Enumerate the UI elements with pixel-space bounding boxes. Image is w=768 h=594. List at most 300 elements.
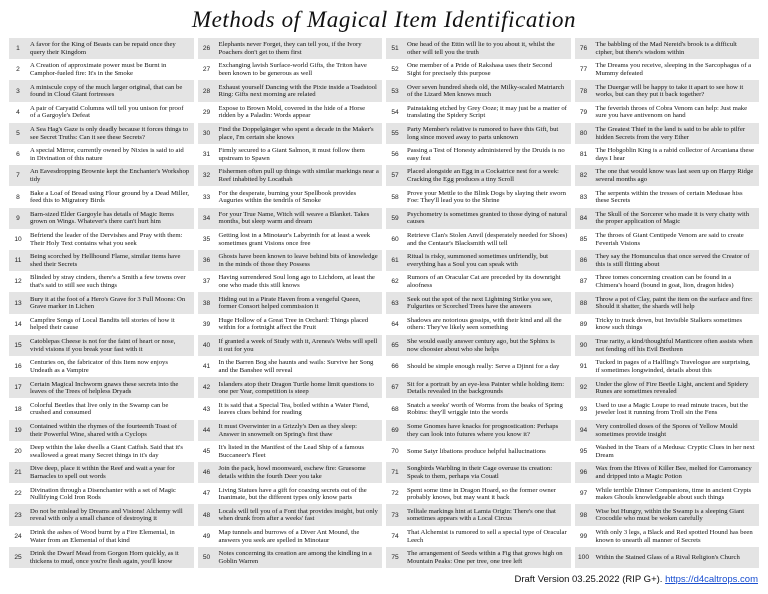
row-text: The one that would know was last seen up on Harpy Ridge several months ago — [595, 168, 754, 184]
table-row — [198, 547, 383, 568]
table-row — [575, 186, 760, 207]
row-text: The Hobgoblin King is a rabid collector of Arcaniana these days I hear — [595, 147, 754, 162]
row-text: Retrieve Clan's Stolen Anvil (desperately needed for Shoes) and the Centaur's Blacksmith will tell — [407, 232, 568, 247]
row-number: 38 — [202, 299, 211, 307]
table-row — [198, 250, 383, 271]
row-text: Shadows are notorious gossips, with their kind and all the others: They've likely seen something — [407, 316, 562, 332]
row-number: 7 — [16, 172, 20, 180]
table-column-4 — [575, 38, 760, 568]
table-row — [575, 59, 760, 80]
footer-version: Draft Version 03.25.2022 (RIP G+). — [514, 574, 666, 585]
row-number: 64 — [391, 320, 399, 328]
table-row — [386, 526, 571, 547]
row-text: Living Statues have a gift for coaxing secrets out of the Inanimate, but the different types only know parts — [218, 486, 367, 502]
footer-link[interactable]: https://d4caltrops.com — [665, 574, 758, 585]
row-number: 33 — [202, 193, 211, 201]
table-row — [575, 250, 760, 271]
row-number: 16 — [14, 363, 22, 371]
row-number: 22 — [14, 490, 22, 498]
row-text: Prove your Mettle to the Blink Dogs by slaying their sworn Foe: They'll lead you to the Shrine — [407, 189, 566, 205]
table-row — [386, 102, 571, 123]
row-text: Placed alongside an Egg in a Cockatrice nest for a week: Cracking the Egg produces a tiny Scroll — [407, 168, 559, 184]
table-row — [9, 420, 194, 441]
row-text: Rumors of an Oracular Cat are preceded by its downright aloofness — [407, 274, 561, 290]
row-number: 21 — [14, 469, 22, 477]
row-number: 89 — [579, 320, 588, 328]
table-row — [575, 526, 760, 547]
row-number: 100 — [577, 553, 589, 561]
row-number: 79 — [579, 108, 588, 116]
row-number: 61 — [391, 257, 399, 265]
table-row — [9, 547, 194, 568]
table-row — [198, 59, 383, 80]
row-number: 29 — [202, 108, 211, 116]
row-text: Do not be mislead by Dreams and Visions! Alchemy will reveal with only a small chance of destroying it — [30, 507, 183, 523]
row-number: 81 — [579, 151, 588, 159]
row-number: 3 — [16, 87, 20, 95]
row-number: 94 — [579, 426, 588, 434]
row-number: 55 — [391, 129, 399, 137]
table-row — [198, 208, 383, 229]
row-text: A miniscule copy of the much larger original, that can be found in Cloud Giant fortresses — [30, 83, 183, 99]
row-text: She would easily answer century ago, but the Sphinx is now choosier about who she helps — [407, 338, 555, 353]
row-text: Tucked in pages of a Halfling's Travelogue are surprising, if sometimes longwinded, details about this — [595, 359, 751, 374]
row-text: The arrangement of Seeds within a Fig that grows high on Mountain Peaks: One per tree, one tree left — [407, 550, 563, 565]
row-number: 90 — [579, 341, 588, 349]
table-row — [198, 271, 383, 292]
table-row — [386, 420, 571, 441]
table-row — [386, 123, 571, 144]
row-text: Campfire Songs of Local Bandits tell stories of how it helped their cause — [30, 316, 175, 332]
row-text: Drink the Dwarf Mead from Gorgon Horn quickly, as it thickens to mud, once you're flesh again, you'll know — [30, 550, 179, 565]
table-row — [386, 356, 571, 377]
row-number: 37 — [202, 278, 211, 286]
row-text: Firmly secured to a Giant Salmon, it must follow them upstream to Spawn — [218, 147, 365, 162]
row-number: 92 — [579, 384, 588, 392]
row-number: 30 — [202, 129, 211, 137]
row-number: 44 — [202, 426, 211, 434]
page-title: Methods of Magical Item Identification — [191, 7, 577, 32]
row-text: Huge Hollow of a Great Tree in Orchard: Things placed within for a fortnight affect the Fruit — [218, 316, 369, 332]
table-row — [575, 292, 760, 313]
row-number: 23 — [14, 511, 22, 519]
row-text: Three tomes concerning creation can be found in a Chimera's hoard (bound in goat, lion, dragon hides) — [595, 274, 734, 290]
row-number: 96 — [579, 469, 588, 477]
table-row — [198, 314, 383, 335]
row-text: Colorful Beetles that live only in the Swamp can be crushed and consumed — [30, 401, 169, 417]
table-row — [9, 462, 194, 483]
row-text: A pair of Caryatid Columns will tell you unison for proof of a Gargoyle's Defeat — [30, 104, 184, 120]
row-number: 31 — [202, 151, 211, 159]
row-text: It must Overwinter in a Grizzly's Den as they sleep: Answer in snowmelt on Spring's first thaw — [218, 422, 357, 438]
row-number: 26 — [202, 45, 211, 53]
row-text: Party Member's relative is rumored to have this Gift, but long since moved away to parts unknown — [407, 126, 559, 141]
table-row — [575, 356, 760, 377]
row-number: 35 — [202, 235, 211, 243]
table-row — [9, 335, 194, 356]
row-number: 63 — [391, 299, 399, 307]
row-number: 78 — [579, 87, 588, 95]
row-text: Centuries on, the fabricator of this Item now enjoys Undeath as a Vampire — [30, 359, 168, 374]
row-number: 91 — [579, 363, 588, 371]
table-row — [575, 271, 760, 292]
row-text: Some Satyr libations produce helpful hallucinations — [407, 447, 546, 455]
table-row — [575, 80, 760, 101]
row-number: 74 — [391, 532, 399, 540]
row-text: Join the pack, howl moonward, eschew fire: Gruesome details within the fourth Deer you take — [218, 465, 366, 480]
row-text: Being scorched by Hellhound Flame, similar items have shed their Secrets — [30, 253, 181, 268]
table-row — [9, 526, 194, 547]
row-number: 58 — [391, 193, 399, 201]
table-row — [9, 59, 194, 80]
table-row — [198, 229, 383, 250]
table-row — [386, 144, 571, 165]
table-row — [9, 314, 194, 335]
table-row — [575, 547, 760, 568]
row-number: 11 — [14, 257, 22, 265]
table-row — [575, 441, 760, 462]
row-number: 47 — [202, 490, 211, 498]
row-text: They say the Homunculus that once served the Creator of this is still flitting about — [595, 253, 750, 268]
row-number: 4 — [16, 108, 20, 116]
table-row — [575, 398, 760, 419]
row-text: Contained within the rhymes of the fourteenth Toast of their Powerful Wine, shared with a Cyclops — [30, 422, 177, 438]
row-text: In the Barren Bog she haunts and wails: Survive her Song and the Banshee will reveal — [218, 359, 374, 374]
table-row — [575, 144, 760, 165]
row-text: Seek out the spot of the next Lightning Strike you see, Fulgurites or Scorched Trees have the answers — [407, 295, 553, 311]
table-row — [575, 377, 760, 398]
row-text: Getting lost in a Minotaur's Labyrinth for at least a week sometimes grant Visions once free — [218, 232, 371, 247]
row-number: 85 — [579, 235, 588, 243]
row-text: Some Gnomes have knacks for prognostication: Perhaps they can look into futures where you know it? — [407, 422, 559, 438]
row-text: For the desperate, burning your Spellbook provides Auguries within the tendrils of Smoke — [218, 189, 357, 205]
row-number: 13 — [14, 299, 22, 307]
row-number: 43 — [202, 405, 211, 413]
row-text: Bake a Loaf of Bread using Flour ground by a Dead Miller, feed this to Migratory Birds — [30, 189, 190, 205]
row-text: The Skull of the Sorcerer who made it is very chatty with the proper application of Magic — [595, 210, 750, 226]
table-row — [198, 292, 383, 313]
footer — [514, 574, 758, 588]
table-row — [386, 250, 571, 271]
table-row — [9, 483, 194, 504]
table-row — [9, 229, 194, 250]
table-row — [575, 102, 760, 123]
table-row — [575, 165, 760, 186]
row-number: 93 — [579, 405, 588, 413]
row-text: Befriend the leader of the Dervishes and Pray with them: Their Holy Text contains what you seek — [30, 232, 183, 247]
row-number: 25 — [14, 553, 22, 561]
row-text: Exchanging lavish Surface-world Gifts, the Triton have been known to be generous as well — [218, 62, 367, 78]
row-number: 6 — [16, 151, 20, 159]
row-number: 49 — [202, 532, 211, 540]
row-text: Exhaust yourself Dancing with the Pixie inside a Toadstool Ring: Gifts next morning are related — [218, 83, 377, 99]
row-number: 45 — [202, 447, 211, 455]
row-text: The serpents within the tresses of certain Medusae hiss these Secrets — [595, 189, 743, 205]
row-number: 5 — [16, 129, 20, 137]
row-text: Over seven hundred sheds old, the Milky-scaled Matriarch of the Lizard Men knows much — [407, 83, 565, 99]
row-number: 10 — [14, 235, 22, 243]
table-row — [386, 165, 571, 186]
row-text: Within the Stained Glass of a Rival Religion's Church — [595, 553, 740, 561]
row-text: Psychometry is sometimes granted to those dying of natural causes — [407, 210, 568, 226]
row-text: Islanders atop their Dragon Turtle home limit questions to one per Year, competition is steep — [218, 380, 374, 396]
row-number: 73 — [391, 511, 399, 519]
table-row — [9, 377, 194, 398]
row-number: 9 — [16, 214, 20, 222]
table-row — [9, 292, 194, 313]
row-text: Wax from the Hives of Killer Bee, melted for Carromancy and dripped into a Magic Potion — [595, 465, 752, 480]
row-text: Bury it at the foot of a Hero's Grave for 3 Full Moons: On Grave marker in Lichen — [30, 295, 186, 311]
table-row — [198, 420, 383, 441]
row-number: 18 — [14, 405, 22, 413]
table-row — [198, 462, 383, 483]
table-row — [386, 229, 571, 250]
row-text: Passing a Test of Honesty administered by the Druids is no easy feat — [407, 147, 565, 162]
table-row — [386, 377, 571, 398]
row-number: 83 — [579, 193, 588, 201]
table-row — [575, 483, 760, 504]
row-text: The Greatest Thief in the land is said to be able to pilfer hidden Secrets from the very Ether — [595, 126, 746, 141]
table-row — [9, 250, 194, 271]
table-row — [386, 504, 571, 525]
row-number: 36 — [202, 257, 211, 265]
row-number: 28 — [202, 87, 211, 95]
row-number: 46 — [202, 469, 211, 477]
row-number: 40 — [202, 341, 211, 349]
row-number: 51 — [391, 45, 399, 53]
table-row — [575, 462, 760, 483]
table-row — [386, 547, 571, 568]
row-number: 72 — [391, 490, 399, 498]
row-number: 20 — [14, 447, 22, 455]
row-number: 59 — [391, 214, 399, 222]
row-number: 48 — [202, 511, 211, 519]
row-number: 27 — [202, 66, 211, 74]
table-column-3 — [386, 38, 571, 568]
table-row — [9, 208, 194, 229]
row-number: 42 — [202, 384, 211, 392]
row-text: Used to use a Magic Loupe to read minute traces, but the jeweler lost it running from Troll sin the Fens — [595, 401, 749, 417]
table-row — [9, 271, 194, 292]
row-text: It's listed in the Manifest of the Lead Ship of a famous Buccaneer's Fleet — [218, 444, 365, 459]
row-text: The Dreams you receive, sleeping in the Sarcophagus of a Mummy defeated — [595, 62, 752, 78]
table-row — [9, 102, 194, 123]
table-row — [9, 38, 194, 59]
row-number: 67 — [391, 384, 399, 392]
row-number: 19 — [14, 426, 22, 434]
row-number: 70 — [391, 447, 399, 455]
row-text: One member of a Pride of Rakshasa uses their Second Sight for precisely this purpose — [407, 62, 553, 78]
row-text: Blinded by stray cinders, there's a Smith a few towns over that's said to still see such things — [30, 274, 186, 290]
row-text: A Creation of approximate power must be Burnt in Camphor-fueled fire: It's in the Smoke — [30, 62, 167, 78]
row-text: One head of the Ettin will lie to you about it, whilst the other will tell you the truth — [407, 41, 555, 56]
row-text: An Eavesdropping Brownie kept the Enchanter's Workshop tidy — [30, 168, 190, 184]
row-text: A favor for the King of Beasts can be repaid once they query their Kingdom — [30, 41, 176, 56]
row-text: Find the Doppelgänger who spent a decade in the Maker's place, I'm certain she knows — [218, 126, 374, 141]
row-text: True rarity, a kind/thoughtful Manticore often assists when not fending off his Evil Brethren — [595, 338, 753, 353]
table-row — [198, 80, 383, 101]
row-number: 2 — [16, 66, 20, 74]
row-text: Elephants never Forget, they can tell you, if the Ivory Poachers don't get to them first — [218, 41, 362, 56]
row-number: 15 — [14, 341, 22, 349]
table-row — [198, 356, 383, 377]
row-number: 8 — [16, 193, 20, 201]
table-row — [198, 526, 383, 547]
row-text: Very controlled doses of the Spores of Yellow Mould sometimes provide insight — [595, 422, 738, 438]
table-row — [386, 80, 571, 101]
row-number: 95 — [579, 447, 588, 455]
table-row — [386, 483, 571, 504]
row-text: Deep within the lake dwells a Giant Catfish. Said that it's swallowed a great many Secret things in it's day — [30, 444, 183, 459]
row-text: A special Mirror, currently owned by Nixies is said to aid in Divination of this nature — [30, 147, 184, 162]
row-text: Spent some time in Dragon Hoard, so the former owner probably knows, but may want it back — [407, 486, 556, 502]
row-text: The throes of Giant Centipede Venom are said to create Feverish Visions — [595, 232, 744, 247]
row-text: Drink the ashes of Wood burnt by a Fire Elemental, in Water from an Elemental of that kind — [30, 528, 175, 544]
table-row — [386, 38, 571, 59]
row-number: 1 — [16, 45, 20, 53]
table-row — [9, 80, 194, 101]
table-row — [198, 483, 383, 504]
row-number: 57 — [391, 172, 399, 180]
table-row — [575, 123, 760, 144]
row-number: 65 — [391, 341, 399, 349]
row-text: Snatch a weeks' worth of Worms from the beaks of Spring Robins: they'll wriggle into the words — [407, 401, 563, 417]
table-row — [386, 441, 571, 462]
row-number: 77 — [579, 66, 588, 74]
row-number: 99 — [579, 532, 588, 540]
row-number: 66 — [391, 363, 399, 371]
table-row — [575, 314, 760, 335]
table-column-1 — [9, 38, 194, 568]
row-number: 68 — [391, 405, 399, 413]
row-text: Map tunnels and burrows of a Diver Ant Mound, the answers you seek are spelled in Minotaur — [218, 528, 360, 544]
row-text: Wise but Hungry, within the Swamp is a sleeping Giant Crocodile who must be woken carefully — [595, 507, 745, 523]
row-text: Ritual is risky, summoned sometimes unfriendly, but everything has a Soul you can speak with — [407, 253, 549, 268]
table-row — [198, 144, 383, 165]
row-text: It is said that a Special Tea, boiled within a Water Fiend, leaves clues behind for reading — [218, 401, 370, 417]
row-text: Painstaking etched by Grey Ooze; it may just be a matter of translating the Spidery Script — [407, 104, 567, 120]
table-row — [9, 441, 194, 462]
table-row — [198, 186, 383, 207]
row-number: 41 — [202, 363, 211, 371]
row-text: Tricky to track down, but Invisible Stalkers sometimes know such things — [595, 316, 742, 332]
row-text: Telltale markings hint at Lamia Origin: There's one that sometimes appears with a Local Circus — [407, 507, 556, 523]
table-row — [198, 377, 383, 398]
table-row — [575, 335, 760, 356]
row-number: 14 — [14, 320, 22, 328]
row-text: Throw a pot of Clay, paint the item on the surface and fire: Should it shatter, the shards will help — [595, 295, 753, 311]
row-number: 53 — [391, 87, 399, 95]
row-text: Catoblepas Cheese is not for the faint of heart or nose, vivid visions if you break your fast with it — [30, 338, 176, 353]
row-text: Dive deep, place it within the Reef and wait a year for Barnacles to spell out words — [30, 465, 175, 480]
row-number: 12 — [14, 278, 22, 286]
row-number: 50 — [202, 553, 211, 561]
table-row — [198, 123, 383, 144]
row-text: Fishermen often pull up things with similar markings near a Reef inhabited by Locathah — [218, 168, 379, 184]
row-number: 84 — [579, 214, 588, 222]
row-number: 75 — [391, 553, 399, 561]
table-row — [386, 398, 571, 419]
table-row — [9, 398, 194, 419]
row-text: If granted a week of Study with it, Arenea's Webs will spell it out for you — [218, 338, 378, 353]
row-number: 32 — [202, 172, 211, 180]
table-row — [386, 335, 571, 356]
row-text: Should be simple enough really: Serve a Djinni for a day — [407, 363, 560, 371]
row-text: A Sea Hag's Gaze is only deadly because it forces things to see Secret Truths: Can it see these Secrets? — [30, 126, 189, 141]
table-row — [198, 38, 383, 59]
row-text: Under the glow of Fire Beetle Light, ancient and Spidery Runes are sometimes revealed — [595, 380, 749, 396]
table-row — [575, 229, 760, 250]
row-text: Ghosts have been known to leave behind bits of knowledge in the minds of those they Possess — [218, 253, 378, 268]
table-column-2 — [198, 38, 383, 568]
table-row — [386, 208, 571, 229]
row-text: For your True Name, Witch will weave a Blanket. Takes months, but sleep warm and dream — [218, 210, 370, 226]
row-number: 97 — [579, 490, 588, 498]
table-row — [575, 208, 760, 229]
row-number: 60 — [391, 235, 399, 243]
table-row — [198, 441, 383, 462]
row-number: 52 — [391, 66, 399, 74]
row-number: 17 — [14, 384, 22, 392]
table-row — [386, 462, 571, 483]
row-number: 88 — [579, 299, 588, 307]
table-row — [386, 292, 571, 313]
row-text: Expose to Brown Mold, covered in the hide of a Horse ridden by a Paladin: Words appear — [218, 104, 366, 120]
row-text: Sit for a portrait by an eye-less Painter while holding item: Details revealed in the backgrounds — [407, 380, 565, 396]
row-text: Hiding out in a Pirate Haven from a vengeful Queen, former Consort helped commission it — [218, 295, 361, 311]
table-row — [198, 102, 383, 123]
table-row — [9, 186, 194, 207]
row-number: 80 — [579, 129, 588, 137]
row-number: 87 — [579, 278, 588, 286]
row-text: Barn-sized Elder Gargoyle has details of Magic Items grown on Wings. Whatever's there can't hurt him — [30, 210, 174, 226]
row-text: The babbling of the Mad Nereid's brook is a difficult cipher, but there's wisdom within — [595, 41, 737, 56]
table-row — [9, 356, 194, 377]
row-number: 98 — [579, 511, 588, 519]
row-text: Divination through a Disenchanter with a set of Magic Nullifying Cold Iron Rods — [30, 486, 176, 502]
row-number: 76 — [579, 45, 588, 53]
row-text: Washed in the Tears of a Medusa: Cryptic Clues in her next Dream — [595, 444, 755, 459]
row-text: While terrible Dinner Companions, time in ancient Crypts makes Ghouls knowledgeable about such things — [595, 486, 752, 502]
table-row — [9, 144, 194, 165]
row-number: 62 — [391, 278, 399, 286]
row-text: Having surrendered Soul long ago to Lichdom, at least the one who made this still knows — [218, 274, 375, 290]
table-row — [198, 165, 383, 186]
row-number: 56 — [391, 151, 399, 159]
row-number: 71 — [391, 469, 399, 477]
table-row — [386, 186, 571, 207]
table-row — [9, 504, 194, 525]
table-row — [575, 504, 760, 525]
row-number: 69 — [391, 426, 399, 434]
row-number: 34 — [202, 214, 211, 222]
table-row — [575, 38, 760, 59]
row-text: The Duergar will be happy to take it apart to see how it works, but can they put it back together? — [595, 83, 744, 99]
row-text: With only 3 legs, a Black and Red spotted Hound has been known to unearth all manner of Secrets — [595, 528, 753, 544]
row-text: That Alchemist is rumored to sell a special type of Oracular Leech — [407, 528, 567, 544]
table-row — [9, 165, 194, 186]
row-text: Certain Magical Inchworm gnaws these secrets into the leaves of the Trees of helpless Dryads — [30, 380, 179, 396]
identification-table — [9, 38, 759, 568]
table-row — [198, 335, 383, 356]
row-number: 39 — [202, 320, 211, 328]
row-text: Notes concerning its creation are among the kindling in a Goblin Warren — [218, 550, 372, 565]
row-number: 24 — [14, 532, 22, 540]
table-row — [198, 398, 383, 419]
table-row — [198, 504, 383, 525]
row-text: Songbirds Warbling in their Cage overuse its creation: Speak to them, perhaps via Couatl — [407, 465, 553, 480]
row-text: The feverish throes of Cobra Venom can help: Just make sure you have antivenom on hand — [595, 104, 748, 120]
